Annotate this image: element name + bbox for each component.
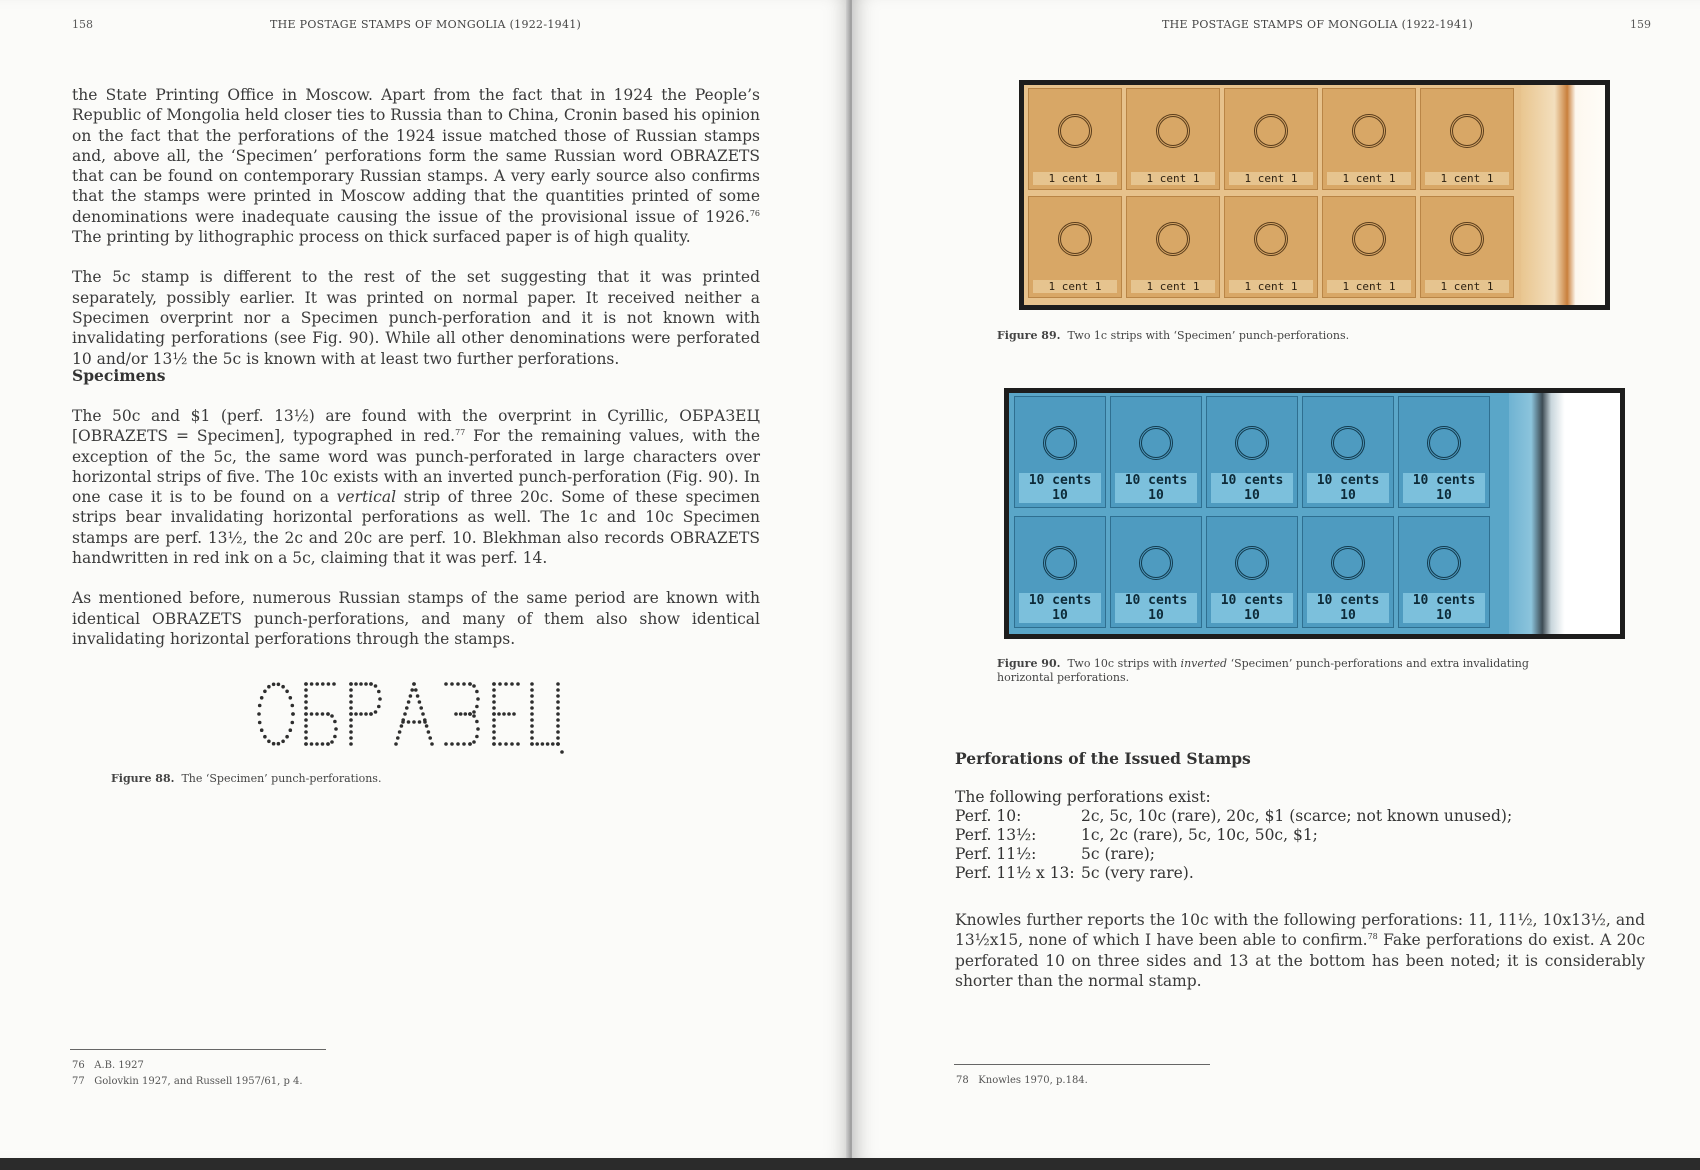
vajra-emblem-icon xyxy=(1058,222,1092,256)
vajra-emblem-icon xyxy=(1058,114,1092,148)
punch-hole xyxy=(398,730,402,734)
punch-hole xyxy=(304,700,308,704)
figure-89-caption: Figure 89. Two 1c strips with ‘Specimen’ punch-perforations. xyxy=(997,329,1350,342)
punch-hole xyxy=(260,728,264,732)
punch-hole xyxy=(498,742,502,746)
punch-hole xyxy=(369,712,373,716)
stamp-denomination-label: 10 cents 10 xyxy=(1115,473,1197,503)
punch-hole xyxy=(530,682,534,686)
vajra-emblem-icon xyxy=(1156,222,1190,256)
punch-hole xyxy=(427,730,431,734)
punch-hole xyxy=(492,682,496,686)
punch-hole xyxy=(304,742,308,746)
punch-hole xyxy=(332,682,336,686)
punch-hole xyxy=(541,742,545,746)
punch-hole xyxy=(556,712,560,716)
punch-hole xyxy=(349,730,353,734)
punch-hole xyxy=(468,712,472,716)
punch-hole xyxy=(492,700,496,704)
punch-hole xyxy=(267,740,271,744)
vajra-emblem-icon xyxy=(1043,546,1077,580)
punch-hole xyxy=(414,688,418,692)
punch-hole xyxy=(326,712,330,716)
perf-row: Perf. 11½ x 13: 5c (very rare). xyxy=(955,864,1194,882)
punch-hole xyxy=(444,742,448,746)
punch-hole xyxy=(281,685,285,689)
punch-hole xyxy=(450,682,454,686)
punch-dots xyxy=(257,682,564,754)
paragraph-knowles: Knowles further reports the 10c with the following perforations: 11, 11½, 10x13½, and 13½x15, none of which I have been able to confirm.$^{78}$ Fake perforations do exist. A 20c perforated 10 on three sides and 13 at the bottom has been noted; it is considerably shorter than the normal stamp. xyxy=(955,911,1645,990)
punch-hole xyxy=(472,684,476,688)
punch-hole xyxy=(304,688,308,692)
punch-hole xyxy=(530,730,534,734)
perf-row: Perf. 11½: 5c (rare); xyxy=(955,845,1156,863)
stamp xyxy=(1398,396,1490,508)
stamp-denomination-label: 10 cents 10 xyxy=(1019,473,1101,503)
punch-hole xyxy=(409,694,413,698)
punch-hole xyxy=(321,682,325,686)
perforations-intro: The following perforations exist: xyxy=(955,788,1211,806)
punch-hole xyxy=(472,714,476,718)
punch-hole xyxy=(560,750,564,754)
page-number-left: 158 xyxy=(72,18,93,31)
stamp-denomination-label: 1 cent 1 xyxy=(1033,172,1117,185)
punch-hole xyxy=(530,718,534,722)
punch-hole xyxy=(423,720,427,724)
punch-hole xyxy=(492,694,496,698)
punch-hole xyxy=(419,706,423,710)
vajra-emblem-icon xyxy=(1331,426,1365,460)
punch-hole xyxy=(364,712,368,716)
footnote-ref-77: 77 xyxy=(455,428,466,438)
punch-hole xyxy=(428,736,432,740)
punch-hole xyxy=(396,736,400,740)
figure-90-stamp-image xyxy=(1004,388,1625,639)
punch-hole xyxy=(304,718,308,722)
punch-hole xyxy=(444,682,448,686)
figure-89-stamp-image xyxy=(1019,80,1610,310)
paragraph-5c-stamp: The 5c stamp is different to the rest of the set suggesting that it was printed separately, possibly earlier. It was printed on normal paper. It received neither a Specimen overprint nor a Specimen punch-perforation and it is not known with invalidating perforations (see Fig. 90). While all other denominations were perforated 10 and/or 13½ the 5c is known with at least two further perforations. xyxy=(72,268,760,368)
sheet-margin-blue xyxy=(1509,393,1620,634)
punch-hole xyxy=(272,742,276,746)
punch-hole xyxy=(492,712,496,716)
stamp xyxy=(1206,396,1298,508)
punch-hole xyxy=(450,742,454,746)
punch-hole xyxy=(267,685,271,689)
left-page xyxy=(0,0,850,1160)
punch-hole xyxy=(504,682,508,686)
stamp-denomination-label: 1 cent 1 xyxy=(1131,280,1215,293)
punch-hole xyxy=(418,720,422,724)
punch-hole xyxy=(492,736,496,740)
punch-hole xyxy=(258,704,262,708)
figure-90-caption: Figure 90. Two 10c strips with inverted ‘Specimen’ punch-perforations and extra invalidating horizontal perforations. xyxy=(997,657,1529,684)
punch-hole xyxy=(418,700,422,704)
page-number-right: 159 xyxy=(1630,18,1651,31)
stamp xyxy=(1224,196,1318,298)
stamp xyxy=(1302,516,1394,628)
stamp-denomination-label: 1 cent 1 xyxy=(1131,172,1215,185)
stamp-denomination-label: 10 cents 10 xyxy=(1403,593,1485,623)
punch-hole xyxy=(281,740,285,744)
punch-hole xyxy=(412,720,416,724)
punch-hole xyxy=(510,682,514,686)
punch-hole xyxy=(530,712,534,716)
stamp-denomination-label: 10 cents 10 xyxy=(1403,473,1485,503)
punch-hole xyxy=(330,714,334,718)
punch-hole xyxy=(556,688,560,692)
punch-hole xyxy=(507,712,511,716)
punch-hole xyxy=(359,682,363,686)
stamp-denomination-label: 1 cent 1 xyxy=(1425,172,1509,185)
punch-hole xyxy=(349,700,353,704)
punch-hole xyxy=(492,742,496,746)
punch-hole xyxy=(421,712,425,716)
running-head-left: THE POSTAGE STAMPS OF MONGOLIA (1922-1941) xyxy=(270,18,582,31)
punch-hole xyxy=(326,742,330,746)
stamp-denomination-label: 10 cents 10 xyxy=(1307,593,1389,623)
punch-hole xyxy=(285,690,289,694)
obrazets-punch-perforation-figure xyxy=(256,680,576,754)
vajra-emblem-icon xyxy=(1043,426,1077,460)
footnote-ref-78: 78 xyxy=(1367,932,1378,942)
stamp-denomination-label: 1 cent 1 xyxy=(1327,172,1411,185)
punch-hole xyxy=(349,742,353,746)
punch-hole xyxy=(349,718,353,722)
stamp-denomination-label: 1 cent 1 xyxy=(1327,280,1411,293)
punch-hole xyxy=(456,682,460,686)
punch-hole xyxy=(310,712,314,716)
punch-hole xyxy=(530,736,534,740)
stamp-denomination-label: 1 cent 1 xyxy=(1425,280,1509,293)
punch-hole xyxy=(327,682,331,686)
punch-hole xyxy=(462,742,466,746)
stamp-denomination-label: 1 cent 1 xyxy=(1229,172,1313,185)
vajra-emblem-icon xyxy=(1352,114,1386,148)
punch-hole xyxy=(475,690,479,694)
perf-row: Perf. 10: 2c, 5c, 10c (rare), 20c, $1 (scarce; not known unused); xyxy=(955,807,1513,825)
punch-hole xyxy=(315,712,319,716)
vajra-emblem-icon xyxy=(1139,546,1173,580)
punch-hole xyxy=(257,712,261,716)
punch-hole xyxy=(304,736,308,740)
punch-hole xyxy=(291,712,295,716)
punch-hole xyxy=(258,721,262,725)
punch-hole xyxy=(475,705,479,709)
punch-hole xyxy=(401,720,405,724)
vajra-emblem-icon xyxy=(1235,546,1269,580)
punch-hole xyxy=(310,682,314,686)
punch-hole xyxy=(510,742,514,746)
punch-hole xyxy=(330,740,334,744)
vajra-emblem-icon xyxy=(1450,114,1484,148)
stamp xyxy=(1014,516,1106,628)
paragraph-russian-stamps: As mentioned before, numerous Russian stamps of the same period are known with identical OBRAZETS punch-perforations, and many of them also show identical invalidating horizontal perforations through the stamps. xyxy=(72,589,760,648)
punch-hole xyxy=(369,682,373,686)
stamp xyxy=(1126,88,1220,190)
right-page xyxy=(852,0,1700,1160)
punch-hole xyxy=(456,742,460,746)
punch-hole xyxy=(263,690,267,694)
punch-hole xyxy=(407,700,411,704)
punch-hole xyxy=(321,742,325,746)
punch-hole xyxy=(556,682,560,686)
stamp-denomination-label: 1 cent 1 xyxy=(1229,280,1313,293)
punch-hole xyxy=(454,712,458,716)
left-body-text-2 xyxy=(72,406,760,669)
punch-hole xyxy=(377,705,381,709)
punch-hole xyxy=(304,730,308,734)
stamp-denomination-label: 10 cents 10 xyxy=(1115,593,1197,623)
stamp xyxy=(1420,196,1514,298)
punch-hole xyxy=(556,742,560,746)
punch-hole xyxy=(416,694,420,698)
punch-hole xyxy=(530,688,534,692)
footnote-77: 77 Golovkin 1927, and Russell 1957/61, p 4. xyxy=(72,1076,303,1087)
punch-hole xyxy=(472,740,476,744)
punch-hole xyxy=(475,720,479,724)
stamp xyxy=(1028,196,1122,298)
punch-hole xyxy=(530,742,534,746)
stamp xyxy=(1322,88,1416,190)
punch-hole xyxy=(289,696,293,700)
punch-hole xyxy=(272,683,276,687)
stamp xyxy=(1126,196,1220,298)
punch-hole xyxy=(289,728,293,732)
vajra-emblem-icon xyxy=(1254,114,1288,148)
punch-hole xyxy=(354,682,358,686)
stamp xyxy=(1206,516,1298,628)
figure-88-caption: Figure 88. The ‘Specimen’ punch-perforations. xyxy=(111,772,382,785)
punch-hole xyxy=(291,704,295,708)
punch-hole xyxy=(354,712,358,716)
punch-hole xyxy=(546,742,550,746)
sheet-margin-orange xyxy=(1521,85,1605,305)
punch-hole xyxy=(333,735,337,739)
punch-hole xyxy=(405,706,409,710)
punch-hole xyxy=(492,688,496,692)
punch-hole xyxy=(410,688,414,692)
punch-hole xyxy=(285,735,289,739)
punch-hole xyxy=(315,742,319,746)
vajra-emblem-icon xyxy=(1331,546,1365,580)
stamp xyxy=(1224,88,1318,190)
vajra-emblem-icon xyxy=(1427,546,1461,580)
punch-hole xyxy=(304,706,308,710)
punch-hole xyxy=(498,682,502,686)
punch-hole xyxy=(321,712,325,716)
punch-hole xyxy=(556,724,560,728)
footnote-rule-left xyxy=(70,1049,326,1050)
punch-hole xyxy=(468,742,472,746)
punch-hole xyxy=(556,694,560,698)
punch-hole xyxy=(334,727,338,731)
heading-perforations: Perforations of the Issued Stamps xyxy=(955,749,1251,768)
stamp-denomination-label: 1 cent 1 xyxy=(1033,280,1117,293)
punch-hole xyxy=(364,682,368,686)
punch-hole xyxy=(403,712,407,716)
vajra-emblem-icon xyxy=(1450,222,1484,256)
punch-hole xyxy=(349,724,353,728)
stamp xyxy=(1014,396,1106,508)
punch-hole xyxy=(472,710,476,714)
punch-hole xyxy=(374,710,378,714)
punch-hole xyxy=(475,735,479,739)
punch-hole xyxy=(277,742,281,746)
punch-hole xyxy=(459,712,463,716)
punch-hole xyxy=(492,706,496,710)
vajra-emblem-icon xyxy=(1427,426,1461,460)
stamp-denomination-label: 10 cents 10 xyxy=(1211,473,1293,503)
punch-hole xyxy=(556,730,560,734)
running-head-right: THE POSTAGE STAMPS OF MONGOLIA (1922-1941) xyxy=(1162,18,1474,31)
heading-specimens: Specimens xyxy=(72,366,166,385)
stamp xyxy=(1302,396,1394,508)
punch-hole xyxy=(374,684,378,688)
punch-hole xyxy=(492,718,496,722)
punch-hole xyxy=(412,682,416,686)
punch-hole xyxy=(304,694,308,698)
punch-hole xyxy=(476,697,480,701)
punch-hole xyxy=(504,742,508,746)
punch-hole xyxy=(400,724,404,728)
punch-hole xyxy=(378,697,382,701)
punch-hole xyxy=(516,682,520,686)
punch-hole xyxy=(492,724,496,728)
punch-hole xyxy=(556,700,560,704)
punch-hole xyxy=(349,694,353,698)
punch-hole xyxy=(425,724,429,728)
punch-hole xyxy=(304,712,308,716)
punch-hole xyxy=(464,712,468,716)
punch-hole xyxy=(407,720,411,724)
punch-hole xyxy=(377,690,381,694)
punch-hole xyxy=(349,706,353,710)
punch-hole xyxy=(516,742,520,746)
punch-hole xyxy=(304,724,308,728)
footnote-76: 76 A.B. 1927 xyxy=(72,1060,144,1071)
punch-hole xyxy=(359,712,363,716)
vajra-emblem-icon xyxy=(1156,114,1190,148)
punch-hole xyxy=(349,712,353,716)
punch-hole xyxy=(310,742,314,746)
punch-hole xyxy=(304,682,308,686)
left-body-text xyxy=(72,85,760,389)
punch-hole xyxy=(315,682,319,686)
stamp-denomination-label: 10 cents 10 xyxy=(1019,593,1101,623)
punch-hole xyxy=(349,682,353,686)
punch-hole xyxy=(394,742,398,746)
stamp xyxy=(1110,516,1202,628)
punch-hole xyxy=(530,724,534,728)
stamp-denomination-label: 10 cents 10 xyxy=(1307,473,1389,503)
punch-hole xyxy=(497,712,501,716)
vajra-emblem-icon xyxy=(1352,222,1386,256)
perf-row: Perf. 13½: 1c, 2c (rare), 5c, 10c, 50c, $1; xyxy=(955,826,1318,844)
punch-hole xyxy=(333,720,337,724)
punch-hole xyxy=(530,700,534,704)
stamp xyxy=(1028,88,1122,190)
punch-hole xyxy=(349,736,353,740)
vajra-emblem-icon xyxy=(1139,426,1173,460)
stamp xyxy=(1420,88,1514,190)
footnote-ref-76: 76 xyxy=(749,208,760,218)
punch-hole xyxy=(263,735,267,739)
punch-hole xyxy=(468,682,472,686)
stamp xyxy=(1322,196,1416,298)
punch-hole xyxy=(430,742,434,746)
punch-hole xyxy=(349,688,353,692)
punch-hole xyxy=(260,696,264,700)
punch-hole xyxy=(556,736,560,740)
vajra-emblem-icon xyxy=(1254,222,1288,256)
punch-hole xyxy=(277,683,281,687)
punch-hole xyxy=(291,721,295,725)
scan-bottom-edge xyxy=(0,1158,1700,1170)
punch-hole xyxy=(556,706,560,710)
footnote-78: 78 Knowles 1970, p.184. xyxy=(956,1075,1088,1086)
punch-hole xyxy=(556,718,560,722)
punch-hole xyxy=(530,694,534,698)
punch-hole xyxy=(551,742,555,746)
paragraph-cronin: the State Printing Office in Moscow. Apart from the fact that in 1924 the People’s Republic of Mongolia held closer ties to Russia than to China, Cronin based his opinion on the fact that the perforations of the 1924 issue matched those of Russian stamps and, above all, the ‘Specimen’ perforations form the same Russian word OBRAZETS that can be found on contemporary Russian stamps. A very early source also confirms that the stamps were printed in Moscow adding that the quantities printed of some denominations were inadequate causing the issue of the provisional issue of 1926.76 The printing by lithographic process on thick surfaced paper is of high quality. xyxy=(72,86,760,247)
punch-hole xyxy=(462,682,466,686)
punch-hole xyxy=(502,712,506,716)
punch-hole xyxy=(530,706,534,710)
perforations-list xyxy=(955,788,1512,883)
paragraph-specimens: The 50c and $1 (perf. 13½) are found with the overprint in Cyrillic, ОБРАЗЕЦ [OBRAZETS = Specimen], typographed in red.$^{77}$ For the remaining values, with the exception of the 5c, the same word was punch-perforated in large characters over horizontal strips of five. The 10c exists with an inverted punch-perforation (Fig. 90). In one case it is to be found on a vertical strip of three 20c. Some of these specimen strips bear invalidating horizontal perforations as well. The 1c and 10c Specimen stamps are perf. 13½, the 2c and 20c are perf. 10. Blekhman also records OBRAZETS handwritten in red ink on a 5c, claiming that it was perf. 14. xyxy=(72,407,760,568)
punch-hole xyxy=(476,727,480,731)
stamp xyxy=(1398,516,1490,628)
punch-hole xyxy=(492,730,496,734)
stamp xyxy=(1110,396,1202,508)
vajra-emblem-icon xyxy=(1235,426,1269,460)
footnote-rule-right xyxy=(954,1064,1210,1065)
punch-hole xyxy=(535,742,539,746)
stamp-denomination-label: 10 cents 10 xyxy=(1211,593,1293,623)
punch-hole xyxy=(512,712,516,716)
